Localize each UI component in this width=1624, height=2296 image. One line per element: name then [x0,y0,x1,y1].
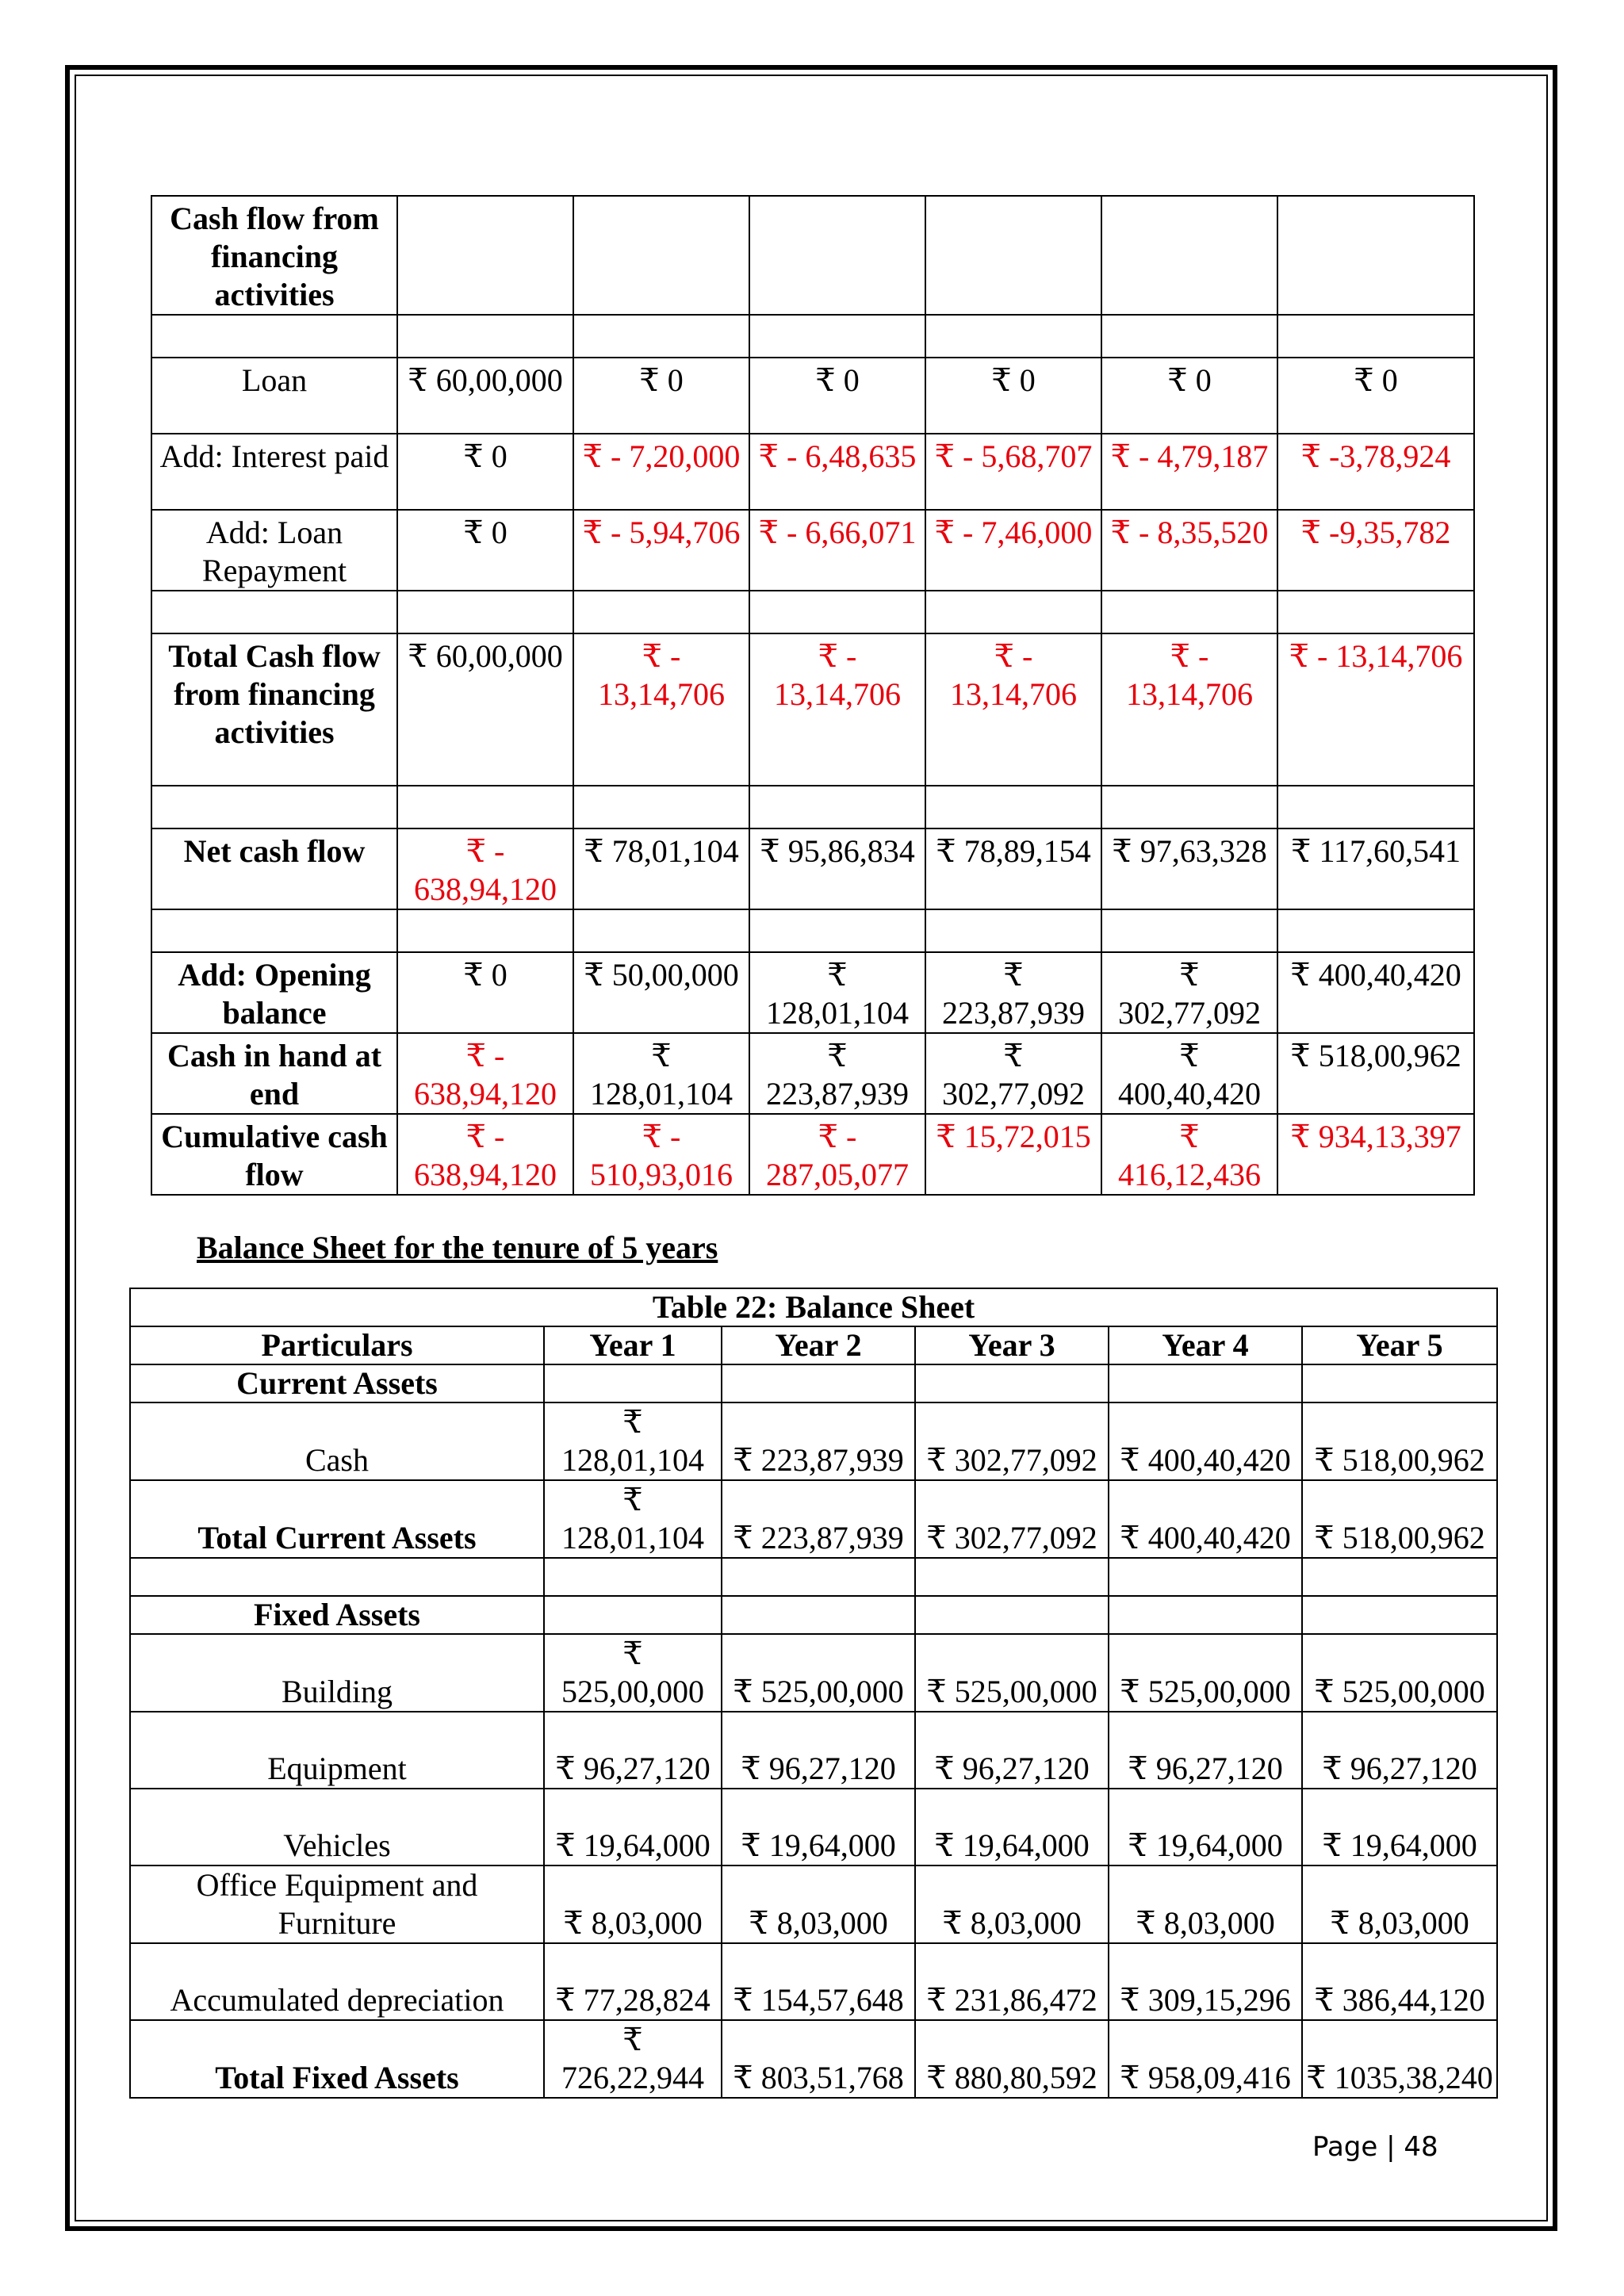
table-cell: ₹ - 638,94,120 [397,1033,573,1114]
spacer-row [151,909,1474,952]
table-cell: ₹ 386,44,120 [1302,1943,1497,2020]
table-cell: ₹ 154,57,648 [722,1943,915,2020]
table-row [130,1943,1497,2020]
table-cell: ₹ 0 [397,434,573,510]
table-cell: ₹ 19,64,000 [544,1789,722,1866]
table-cell: ₹ 518,00,962 [1302,1402,1497,1480]
table-cell: ₹ 8,03,000 [1109,1866,1302,1943]
table-cell: ₹ 518,00,962 [1277,1033,1474,1114]
table-row [151,1033,1474,1114]
row-label: Add: Interest paid [151,434,397,510]
table-cell: ₹ 0 [925,358,1101,434]
table-row [130,1712,1497,1789]
table-row [151,633,1474,786]
section-row [130,1364,1497,1402]
table-row [130,1634,1497,1712]
table-cell: ₹ 302,77,092 [915,1480,1109,1558]
table-cell: ₹ 223,87,939 [722,1480,915,1558]
table-row [151,434,1474,510]
column-header: Year 3 [915,1326,1109,1364]
table-cell: ₹ 78,01,104 [573,828,749,909]
table-cell: ₹ 1035,38,240 [1302,2020,1497,2098]
row-label: Accumulated depreciation [130,1943,544,2020]
table-cell: ₹ 8,03,000 [915,1866,1109,1943]
table-cell: ₹ 223,87,939 [722,1402,915,1480]
table-cell: ₹ - 287,05,077 [749,1114,925,1195]
table-cell: ₹ 302,77,092 [915,1402,1109,1480]
table-cell: ₹ 958,09,416 [1109,2020,1302,2098]
table-cell: ₹ - 638,94,120 [397,1114,573,1195]
column-header: Year 5 [1302,1326,1497,1364]
table-cell: ₹ - 510,93,016 [573,1114,749,1195]
table-cell: ₹ 525,00,000 [722,1634,915,1712]
row-label: Vehicles [130,1789,544,1866]
table-cell: ₹ - 7,46,000 [925,510,1101,591]
table-row [130,1402,1497,1480]
balance-sheet-table [129,1288,1498,2099]
table-cell: ₹ 60,00,000 [397,633,573,786]
section-label: Current Assets [130,1364,544,1402]
row-label: Loan [151,358,397,434]
table-row [130,1789,1497,1866]
table-cell: ₹ 8,03,000 [544,1866,722,1943]
table-cell: ₹ 128,01,104 [573,1033,749,1114]
table-cell: ₹ 223,87,939 [925,952,1101,1033]
balance-sheet-heading: Balance Sheet for the tenure of 5 years [197,1230,718,1265]
table-cell: ₹ 934,13,397 [1277,1114,1474,1195]
spacer-row [151,786,1474,828]
table-cell: ₹ 223,87,939 [749,1033,925,1114]
table-cell: ₹ 117,60,541 [1277,828,1474,909]
table-cell: ₹ 400,40,420 [1109,1480,1302,1558]
row-label: Cash in hand at end [151,1033,397,1114]
table-cell: ₹ 97,63,328 [1101,828,1277,909]
table-row [130,1866,1497,1943]
table-cell: ₹ 309,15,296 [1109,1943,1302,2020]
table-cell: ₹ 95,86,834 [749,828,925,909]
table-cell: ₹ - 13,14,706 [573,633,749,786]
cash-flow-financing-table [151,195,1475,1196]
spacer-row [151,315,1474,358]
table-cell: ₹ 0 [573,358,749,434]
table-row [130,2020,1497,2098]
table-cell: ₹ 8,03,000 [1302,1866,1497,1943]
table-cell: ₹ 60,00,000 [397,358,573,434]
table-cell: ₹ 400,40,420 [1277,952,1474,1033]
table-row [151,952,1474,1033]
row-label: Total Fixed Assets [130,2020,544,2098]
table-cell: ₹ 96,27,120 [722,1712,915,1789]
table-cell: ₹ - 7,20,000 [573,434,749,510]
table-cell: ₹ - 4,79,187 [1101,434,1277,510]
table-cell: ₹ 525,00,000 [544,1634,722,1712]
table-cell: ₹ 416,12,436 [1101,1114,1277,1195]
table-cell: ₹ 50,00,000 [573,952,749,1033]
table-cell: ₹ 96,27,120 [544,1712,722,1789]
table-cell: ₹ 302,77,092 [925,1033,1101,1114]
table-cell: ₹ 128,01,104 [544,1480,722,1558]
table-cell: ₹ 19,64,000 [1302,1789,1497,1866]
row-label: Net cash flow [151,828,397,909]
row-label: Building [130,1634,544,1712]
row-label: Add: Opening balance [151,952,397,1033]
table-cell: ₹ 302,77,092 [1101,952,1277,1033]
table-row [151,510,1474,591]
table-cell: ₹ 518,00,962 [1302,1480,1497,1558]
table-cell: ₹ 0 [397,510,573,591]
table-cell: ₹ 0 [1101,358,1277,434]
table-cell: ₹ 96,27,120 [1109,1712,1302,1789]
table-cell: ₹ 400,40,420 [1109,1402,1302,1480]
table-cell: ₹ 525,00,000 [1302,1634,1497,1712]
table-cell: ₹ 96,27,120 [1302,1712,1497,1789]
row-label: Total Cash flow from financing activities [151,633,397,786]
table-cell: ₹ 231,86,472 [915,1943,1109,2020]
table-cell: ₹ -3,78,924 [1277,434,1474,510]
column-header: Year 1 [544,1326,722,1364]
column-header: Year 4 [1109,1326,1302,1364]
row-label: Office Equipment and Furniture [130,1866,544,1943]
section-row [130,1596,1497,1634]
spacer-row [130,1558,1497,1596]
table-cell: ₹ 525,00,000 [1109,1634,1302,1712]
column-header: Particulars [130,1326,544,1364]
table-cell: ₹ - 8,35,520 [1101,510,1277,591]
table-cell: ₹ 0 [749,358,925,434]
table-cell: ₹ 880,80,592 [915,2020,1109,2098]
table-row [151,358,1474,434]
table-caption-row [130,1288,1497,1326]
column-header: Year 2 [722,1326,915,1364]
table-cell: ₹ - 13,14,706 [749,633,925,786]
row-label: Cumulative cash flow [151,1114,397,1195]
table-cell: ₹ 726,22,944 [544,2020,722,2098]
table-cell: ₹ 400,40,420 [1101,1033,1277,1114]
table-cell: ₹ 15,72,015 [925,1114,1101,1195]
table-row [151,1114,1474,1195]
table-cell: ₹ - 6,66,071 [749,510,925,591]
page-number: Page | 48 [1312,2131,1438,2163]
section-label: Cash flow from financing activities [151,196,397,315]
table-cell: ₹ 96,27,120 [915,1712,1109,1789]
table-cell: ₹ - 6,48,635 [749,434,925,510]
table-cell: ₹ 525,00,000 [915,1634,1109,1712]
table-cell: ₹ 19,64,000 [1109,1789,1302,1866]
table-cell: ₹ 77,28,824 [544,1943,722,2020]
row-label: Cash [130,1402,544,1480]
section-label: Fixed Assets [130,1596,544,1634]
table-cell: ₹ 19,64,000 [722,1789,915,1866]
table-cell: ₹ 78,89,154 [925,828,1101,909]
table-cell: ₹ 0 [397,952,573,1033]
table-row [130,1480,1497,1558]
table-cell: ₹ 128,01,104 [544,1402,722,1480]
table-caption: Table 22: Balance Sheet [130,1288,1497,1326]
spacer-row [151,591,1474,633]
table-cell: ₹ -9,35,782 [1277,510,1474,591]
table-cell: ₹ 8,03,000 [722,1866,915,1943]
row-label: Equipment [130,1712,544,1789]
table-cell: ₹ - 5,68,707 [925,434,1101,510]
table-cell: ₹ 0 [1277,358,1474,434]
table-cell: ₹ - 13,14,706 [925,633,1101,786]
table-cell: ₹ 803,51,768 [722,2020,915,2098]
table-row [151,828,1474,909]
table-cell: ₹ 128,01,104 [749,952,925,1033]
table-header-row [130,1326,1497,1364]
row-label: Add: Loan Repayment [151,510,397,591]
row-label: Total Current Assets [130,1480,544,1558]
table-cell: ₹ - 5,94,706 [573,510,749,591]
table-cell: ₹ - 13,14,706 [1277,633,1474,786]
table-cell: ₹ 19,64,000 [915,1789,1109,1866]
table-cell: ₹ - 638,94,120 [397,828,573,909]
table-cell: ₹ - 13,14,706 [1101,633,1277,786]
table-row [151,196,1474,315]
